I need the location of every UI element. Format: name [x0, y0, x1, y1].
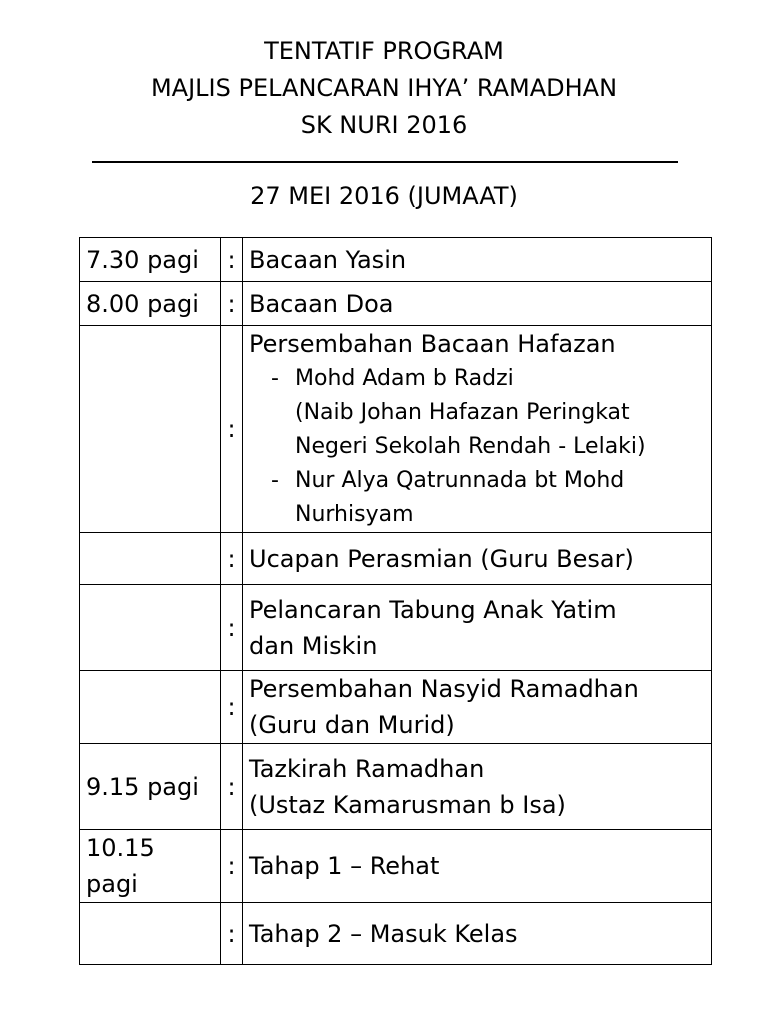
- item-line: Persembahan Nasyid Ramadhan: [249, 675, 639, 703]
- list-dash: -: [271, 468, 279, 493]
- time-cell: 8.00 pagi: [80, 282, 221, 326]
- colon-cell: :: [221, 326, 243, 533]
- performer-item: [271, 362, 705, 464]
- schedule-row: [80, 744, 712, 830]
- item-line: Pelancaran Tabung Anak Yatim: [249, 595, 617, 624]
- item-cell: [243, 326, 712, 533]
- time-cell: [80, 533, 221, 585]
- item-cell: Tahap 1 – Rehat: [243, 830, 712, 903]
- header-title: TENTATIF PROGRAM: [264, 37, 504, 65]
- performer-name: Mohd Adam b Radzi: [295, 366, 514, 391]
- colon-cell: :: [221, 903, 243, 965]
- item-cell: Ucapan Perasmian (Guru Besar): [243, 533, 712, 585]
- item-line: (Guru dan Murid): [249, 711, 455, 739]
- performer-name: Nur Alya Qatrunnada bt Mohd: [295, 468, 625, 493]
- header-event-name: MAJLIS PELANCARAN IHYA’ RAMADHAN: [150, 74, 618, 102]
- header-divider: [92, 161, 678, 163]
- item-title: Persembahan Bacaan Hafazan: [249, 330, 616, 358]
- schedule-row: [80, 671, 712, 744]
- item-cell: Bacaan Yasin: [243, 238, 712, 282]
- item-cell: [243, 744, 712, 830]
- schedule-row: [80, 326, 712, 533]
- item-cell: [243, 585, 712, 671]
- schedule-row: [80, 533, 712, 585]
- time-line: pagi: [86, 870, 138, 898]
- colon-cell: :: [221, 671, 243, 744]
- colon-cell: :: [221, 830, 243, 903]
- item-cell: [243, 671, 712, 744]
- schedule-row: [80, 282, 712, 326]
- colon-cell: :: [221, 533, 243, 585]
- performer-note: (Naib Johan Hafazan Peringkat: [295, 400, 630, 425]
- time-cell: [80, 326, 221, 533]
- item-line: (Ustaz Kamarusman b Isa): [249, 790, 566, 819]
- schedule-row: [80, 903, 712, 965]
- time-cell: 9.15 pagi: [80, 744, 221, 830]
- time-cell: 7.30 pagi: [80, 238, 221, 282]
- time-cell: [80, 903, 221, 965]
- schedule-row: [80, 585, 712, 671]
- document-header: [0, 33, 768, 144]
- schedule-table: [79, 237, 712, 965]
- performer-item: [271, 464, 705, 532]
- performer-name: Nurhisyam: [295, 502, 414, 527]
- performer-note: Negeri Sekolah Rendah - Lelaki): [295, 434, 646, 459]
- colon-cell: :: [221, 744, 243, 830]
- colon-cell: :: [221, 585, 243, 671]
- item-cell: Tahap 2 – Masuk Kelas: [243, 903, 712, 965]
- header-school: SK NURI 2016: [300, 111, 468, 139]
- list-dash: -: [271, 366, 279, 391]
- item-line: dan Miskin: [249, 631, 378, 660]
- time-cell: [80, 585, 221, 671]
- performer-list: [249, 362, 705, 532]
- schedule-row: [80, 238, 712, 282]
- colon-cell: :: [221, 238, 243, 282]
- event-date: 27 MEI 2016 (JUMAAT): [250, 182, 518, 210]
- time-cell: [80, 671, 221, 744]
- time-line: 10.15: [86, 834, 155, 862]
- item-line: Tazkirah Ramadhan: [249, 754, 485, 783]
- schedule-row: [80, 830, 712, 903]
- time-cell: [80, 830, 221, 903]
- item-cell: Bacaan Doa: [243, 282, 712, 326]
- colon-cell: :: [221, 282, 243, 326]
